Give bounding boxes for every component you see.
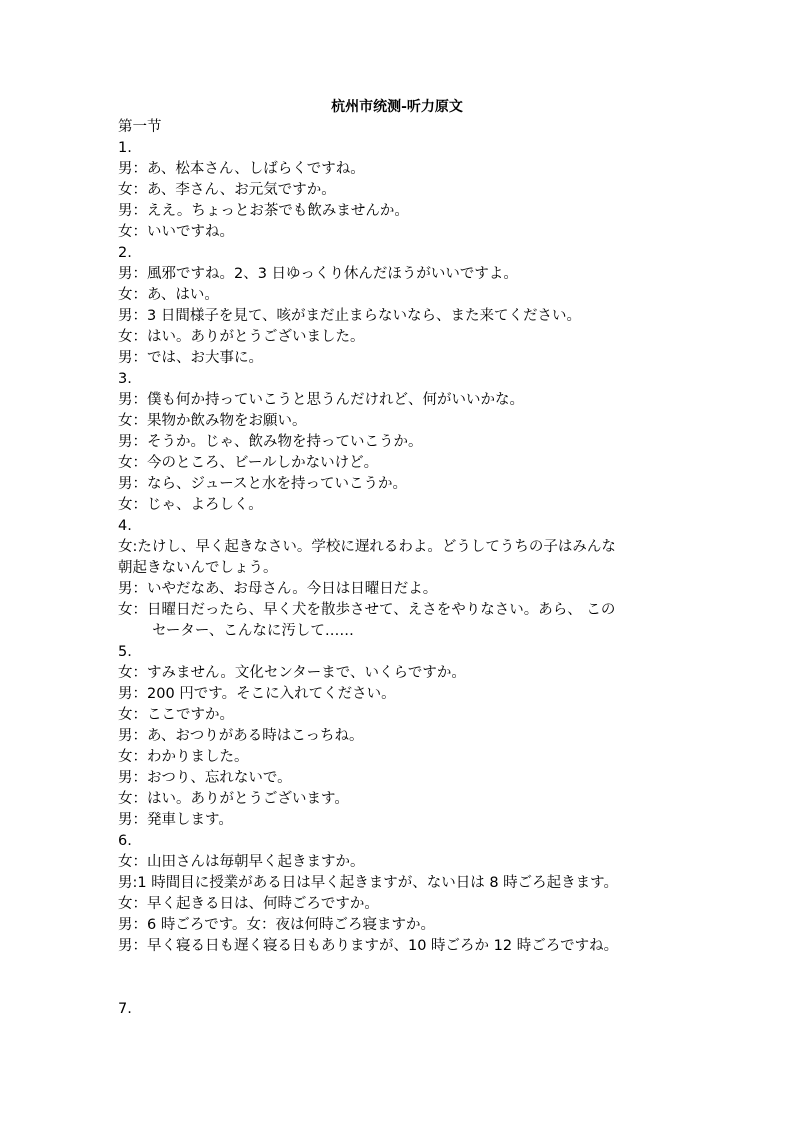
dialogue-line: 男：200 円です。そこに入れてください。 [118, 686, 396, 702]
dialogue-line: 男：発車します。 [118, 812, 233, 828]
dialogue-line: 男：なら、ジュースと水を持っていこうか。 [118, 476, 407, 492]
item-number-1: 1. [118, 140, 132, 156]
dialogue-line: 女：すみません。文化センターまで、いくらですか。 [118, 665, 466, 681]
item-number-2: 2. [118, 245, 132, 261]
dialogue-line: 男：ええ。ちょっとお茶でも飲みませんか。 [118, 203, 409, 219]
dialogue-line: 男：3 日間様子を見て、咳がまだ止まらないなら、また来てください。 [118, 308, 582, 324]
dialogue-line: 男：おつり、忘れないで。 [118, 770, 292, 786]
item-number-4: 4. [118, 518, 132, 534]
dialogue-line: 男：そうか。じゃ、飲み物を持っていこうか。 [118, 434, 423, 450]
item-number-6: 6. [118, 833, 132, 849]
blank-space [118, 957, 688, 999]
dialogue-line: 男：早く寝る日も遅く寝る日もありますが、10 時ごろか 12 時ごろですね。 [118, 938, 619, 954]
dialogue-line: 男：僕も何か持っていこうと思うんだけれど、何がいいかな。 [118, 392, 524, 408]
dialogue-line: 女：ここですか。 [118, 707, 234, 723]
dialogue-line: 男：6 時ごろです。女：夜は何時ごろ寝ますか。 [118, 917, 436, 933]
dialogue-line-continued: セーター、こんなに汚して…… [152, 623, 354, 639]
dialogue-line: 男：風邪ですね。2、3 日ゆっくり休んだほうがいいですよ。 [118, 266, 518, 282]
dialogue-line: 男：あ、おつりがある時はこっちね。 [118, 728, 364, 744]
dialogue-line: 女：山田さんは毎朝早く起きますか。 [118, 854, 365, 870]
item-number-3: 3. [118, 371, 132, 387]
dialogue-line: 女：わかりました。 [118, 749, 249, 765]
transcript-body [118, 117, 688, 1020]
dialogue-line: 男：あ、松本さん、しばらくですね。 [118, 161, 365, 177]
dialogue-line: 男：いやだなあ、お母さん。今日は日曜日だよ。 [118, 581, 438, 597]
dialogue-line: 女:たけし、早く起きなさい。学校に遅れるわよ。どうしてうちの子はみんな [118, 539, 616, 555]
item-number-5: 5. [118, 644, 132, 660]
dialogue-line: 女：日曜日だったら、早く犬を散歩させて、えさをやりなさい。あら、 この [118, 602, 616, 618]
dialogue-line-continued: 朝起きないんでしょう。 [118, 560, 278, 576]
item-number-7: 7. [118, 1001, 132, 1017]
section-heading: 第一节 [118, 119, 162, 135]
dialogue-line: 女：果物か飲み物をお願い。 [118, 413, 307, 429]
dialogue-line: 女：あ、はい。 [118, 287, 219, 303]
dialogue-line: 女：早く起きる日は、何時ごろですか。 [118, 896, 379, 912]
dialogue-line: 女：いいですね。 [118, 224, 234, 240]
dialogue-line: 女：今のところ、ビールしかないけど。 [118, 455, 379, 471]
dialogue-line: 女：じゃ、よろしく。 [118, 497, 263, 513]
dialogue-line: 女：はい。ありがとうございました。 [118, 329, 365, 345]
dialogue-line: 男:1 時間目に授業がある日は早く起きますが、ない日は 8 時ごろ起きます。 [118, 875, 619, 891]
document-title: 杭州市统测-听力原文 [331, 99, 463, 115]
dialogue-line: 男：では、お大事に。 [118, 350, 263, 366]
dialogue-line: 女：はい。ありがとうございます。 [118, 791, 349, 807]
dialogue-line: 女：あ、李さん、お元気ですか。 [118, 182, 336, 198]
